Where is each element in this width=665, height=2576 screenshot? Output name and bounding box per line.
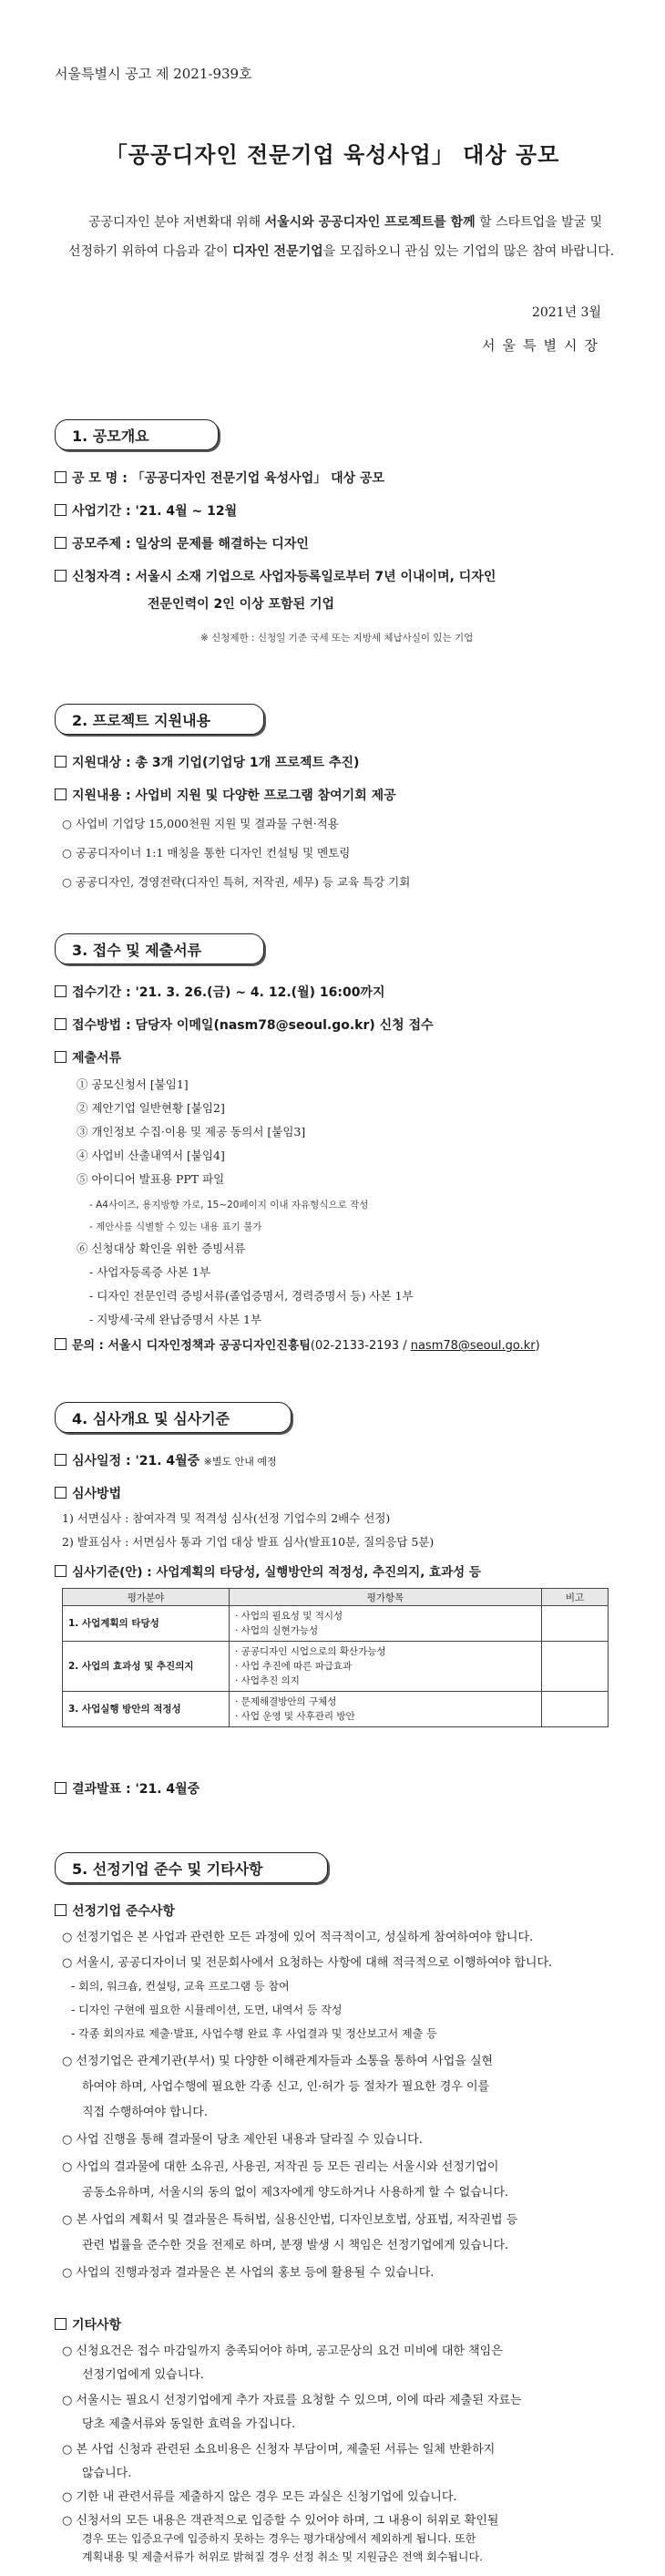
row-text: 접수기간 : '21. 3. 26.(금) ~ 4. 12.(월) 16:00까지 <box>72 985 385 1000</box>
row-text: 심사방법 <box>72 1487 122 1501</box>
table-cell-note <box>542 1692 609 1727</box>
table-cell-note <box>542 1606 609 1642</box>
support-bullet: ○ 공공디자이너 1:1 매칭을 통한 디자인 컨설팅 및 멘토링 <box>62 846 351 860</box>
misc-item-cont: 당초 제출서류와 동일한 효력을 가집니다. <box>82 2417 296 2431</box>
submission-row <box>55 983 384 1003</box>
obligation-subitem: - 각종 회의자료 제출·발표, 사업수행 완료 후 사업결과 및 정산보고서 제출 등 <box>71 2027 437 2040</box>
row-text: 지원내용 : 사업비 지원 및 다양한 프로그램 참여기회 제공 <box>72 788 396 803</box>
section-header-obligations: 5. 선정기업 준수 및 기타사항 <box>55 1852 328 1883</box>
row-text: 신청자격 : 서울시 소재 기업으로 사업자등록일로부터 7년 이내이며, 디자인 <box>72 570 496 584</box>
overview-row <box>55 534 309 554</box>
document-subitem: - A4사이즈, 용지방향 가로, 15~20페이지 이내 자유형식으로 작성 <box>89 1200 369 1211</box>
misc-item: ○ 신청요건은 접수 마감일까지 충족되어야 하며, 공고문상의 요건 미비에 대한 책임은 <box>62 2344 503 2358</box>
misc-item-cont: 않습니다. <box>82 2467 132 2480</box>
misc-item: ○ 본 사업 신청과 관련된 소요비용은 신청자 부담이며, 제출된 서류는 일체 반환하지 <box>62 2443 496 2457</box>
restriction-note: ※ 신청제한 : 신청일 기준 국세 또는 지방세 체납사실이 있는 기업 <box>200 633 474 644</box>
checkbox-icon <box>55 1904 66 1916</box>
obligation-subitem: - 회의, 워크숍, 컨설팅, 교육 프로그램 등 참여 <box>71 1980 290 1993</box>
intro-text: 많은 참여 바랍니다. <box>503 244 615 259</box>
review-method: 2) 발표심사 : 서면심사 통과 기업 대상 발표 심사(발표10분, 질의응답 5분) <box>62 1535 435 1549</box>
row-text: 접수방법 : 담당자 이메일(nasm78@seoul.go.kr) 신청 접수 <box>72 1018 434 1033</box>
table-item: · 공공디자인 시업으로의 확산가능성 <box>235 1646 386 1657</box>
table-row <box>63 1606 609 1642</box>
intro-text: 할 스타트업을 <box>475 215 558 230</box>
checkbox-icon <box>55 2318 66 2330</box>
intro-bold: 디자인 전문기업 <box>232 244 323 259</box>
table-item: · 문제해결방안의 구체성 <box>235 1696 337 1707</box>
misc-item-cont: 계획내용 및 제출서류가 허위로 밝혀질 경우 선정 취소 및 지원금은 전액 회수됩니다. <box>82 2550 483 2563</box>
support-bullet: ○ 사업비 기업당 15,000천원 지원 및 결과물 구현·적용 <box>62 817 339 830</box>
checkbox-icon <box>55 1454 66 1466</box>
support-row <box>55 753 359 773</box>
contact-row <box>55 1336 540 1356</box>
row-text: 심사기준(안) : 사업계획의 타당성, 실행방안의 적정성, 추진의지, 효과성 등 <box>72 1565 481 1580</box>
table-cell-items <box>230 1692 542 1727</box>
misc-heading <box>55 2315 121 2335</box>
table-cell-items <box>230 1606 542 1642</box>
obligation-item: ○ 본 사업의 계획서 및 결과물은 특허법, 실용신안법, 디자인보호법, 상표법, 저작권법 등 <box>62 2213 518 2227</box>
obligation-item: ○ 서울시, 공공디자이너 및 전문회사에서 요청하는 사항에 대해 적극적으로 이행하여야 합니다. <box>62 1956 553 1970</box>
section-header-overview: 1. 공모개요 <box>55 419 219 450</box>
misc-item: ○ 신청서의 모든 내용은 객관적으로 입증할 수 있어야 하며, 그 내용이 허위로 확인될 <box>62 2514 499 2528</box>
checkbox-icon <box>55 985 66 997</box>
contact-phone: (02-2133-2193 / <box>310 1339 411 1353</box>
submission-row <box>55 1015 434 1036</box>
checkbox-icon <box>55 570 66 582</box>
table-cell-note <box>542 1642 609 1692</box>
table-item: · 사업의 필요성 및 적시성 <box>235 1611 343 1622</box>
overview-row <box>55 501 237 521</box>
document-item: ② 제안기업 일반현황 [붙임2] <box>77 1101 225 1115</box>
obligation-item-cont: 하여야 하며, 사업수행에 필요한 각종 신고, 인·허가 등 절차가 필요한 경우 이를 <box>82 2080 490 2094</box>
checkbox-icon <box>55 1018 66 1030</box>
support-row <box>55 786 396 806</box>
review-row <box>55 1779 200 1799</box>
page-title: 「공공디자인 전문기업 육성사업」 대상 공모 <box>105 142 560 168</box>
obligation-item-cont: 직접 수행하여야 합니다. <box>82 2106 208 2119</box>
checkbox-icon <box>55 1338 66 1350</box>
row-text: ) <box>535 1339 540 1353</box>
obligation-item: ○ 선정기업은 관계기관(부서) 및 다양한 이해관계자들과 소통을 통하여 사업을 실현 <box>62 2055 494 2068</box>
support-bullet: ○ 공공디자인, 경영전략(디자인 특허, 저작권, 세무) 등 교육 특강 기회 <box>62 875 411 889</box>
review-row <box>55 1562 481 1582</box>
row-text: 공모주제 : 일상의 문제를 해결하는 디자인 <box>72 537 309 551</box>
table-item: · 사업의 실현가능성 <box>235 1625 319 1636</box>
row-note: ※별도 안내 예정 <box>203 1456 277 1468</box>
obligation-item-cont: 공동소유하며, 서울시의 동의 없이 제3자에게 양도하거나 사용하게 할 수 없습니다. <box>82 2186 509 2200</box>
section-header-submission: 3. 접수 및 제출서류 <box>55 933 264 964</box>
row-text: 지원대상 : 총 3개 기업(기업당 1개 프로젝트 추진) <box>72 756 360 770</box>
document-item: ④ 사업비 산출내역서 [붙임4] <box>77 1149 225 1162</box>
intro-text: 발굴 및 선정하기 위하여 다음과 같이 <box>68 215 603 259</box>
overview-row-cont <box>148 594 334 614</box>
issuer-name: 서울특별시장 <box>482 337 605 354</box>
overview-row <box>55 469 384 489</box>
obligation-item: ○ 사업 진행을 통해 결과물이 당초 제안된 내용과 달라질 수 있습니다. <box>62 2133 423 2147</box>
checkbox-icon <box>55 504 66 516</box>
checkbox-icon <box>55 1487 66 1499</box>
row-text: 기타사항 <box>72 2318 122 2333</box>
document-subitem: - 지방세·국세 완납증명서 사본 1부 <box>89 1313 262 1326</box>
row-text: 선정기업 준수사항 <box>72 1904 176 1919</box>
table-item: · 사업추진 의지 <box>235 1675 300 1686</box>
row-text: 제출서류 <box>72 1051 122 1066</box>
intro-paragraph <box>68 208 615 266</box>
review-row <box>55 1451 277 1472</box>
document-subitem: - 사업자등록증 사본 1부 <box>89 1265 210 1279</box>
row-text: 결과발표 : '21. 4월중 <box>72 1782 200 1797</box>
evaluation-table <box>62 1588 609 1727</box>
obligation-subitem: - 디자인 구현에 필요한 시뮬레이션, 도면, 내역서 등 작성 <box>71 2004 343 2016</box>
checkbox-icon <box>55 1565 66 1577</box>
intro-text: 공공디자인 분야 저변확대 위해 <box>88 215 265 230</box>
table-cell-category: 2. 사업의 효과성 및 추진의지 <box>63 1642 230 1692</box>
obligation-item: ○ 사업의 결과물에 대한 소유권, 사용권, 저작권 등 모든 권리는 서울시와 선정기업이 <box>62 2160 499 2174</box>
table-header: 비고 <box>542 1589 609 1606</box>
intro-bold: 서울시와 공공디자인 프로젝트를 함께 <box>264 215 476 230</box>
overview-row <box>55 567 496 587</box>
table-header: 평가항목 <box>230 1589 542 1606</box>
table-item: · 사업 추진에 따른 파급효과 <box>235 1661 353 1672</box>
obligation-item: ○ 사업의 진행과정과 결과물은 본 사업의 홍보 등에 활용될 수 있습니다. <box>62 2266 435 2280</box>
issue-date: 2021년 3월 <box>531 305 601 320</box>
contact-email-link[interactable]: nasm78@seoul.go.kr <box>410 1339 536 1353</box>
table-header-row <box>63 1589 609 1606</box>
document-subitem: - 디자인 전문인력 증빙서류(졸업증명서, 경력증명서 등) 사본 1부 <box>89 1289 414 1303</box>
section-header-support: 2. 프로젝트 지원내용 <box>55 704 264 735</box>
table-cell-items <box>230 1642 542 1692</box>
checkbox-icon <box>55 1782 66 1794</box>
table-cell-category: 3. 사업실행 방안의 적정성 <box>63 1692 230 1727</box>
table-cell-category: 1. 사업계획의 타당성 <box>63 1606 230 1642</box>
checkbox-icon <box>55 537 66 549</box>
obligation-item-cont: 관련 법률을 준수한 것을 전제로 하며, 분쟁 발생 시 책임은 선정기업에게 있습니다. <box>82 2239 509 2252</box>
review-method: 1) 서면심사 : 참여자격 및 적격성 심사(선정 기업수의 2배수 선정) <box>62 1511 391 1525</box>
misc-item: ○ 기한 내 관련서류를 제출하지 않은 경우 모든 과실은 신청기업에 있습니다. <box>62 2490 457 2504</box>
checkbox-icon <box>55 756 66 768</box>
document-item: ⑥ 신청대상 확인을 위한 증빙서류 <box>77 1242 246 1255</box>
row-text: 전문인력이 2인 이상 포함된 기업 <box>148 597 335 612</box>
misc-item: ○ 서울시는 필요시 선정기업에게 추가 자료를 요청할 수 있으며, 이에 따라 제출된 자료는 <box>62 2394 522 2407</box>
submission-row <box>55 1048 121 1068</box>
row-text: 심사일정 : '21. 4월중 <box>72 1454 200 1468</box>
row-text: 문의 : 서울시 디자인정책과 공공디자인진흥팀 <box>72 1339 311 1353</box>
review-row <box>55 1484 121 1504</box>
checkbox-icon <box>55 788 66 800</box>
checkbox-icon <box>55 471 66 483</box>
misc-item-cont: 경우 또는 입증요구에 입증하지 못하는 경우는 평가대상에서 제외하게 됩니다. 또한 <box>82 2532 476 2545</box>
row-text: 공 모 명 : 「공공디자인 전문기업 육성사업」 대상 공모 <box>72 471 385 486</box>
obligation-item: ○ 선정기업은 본 사업과 관련한 모든 과정에 있어 적극적이고, 성실하게 참여하여야 합니다. <box>62 1931 534 1944</box>
checkbox-icon <box>55 1051 66 1063</box>
notice-number: 서울특별시 공고 제 2021-939호 <box>55 66 252 82</box>
table-item: · 사업 운영 및 사후관리 방안 <box>235 1711 355 1722</box>
obligations-heading <box>55 1901 175 1922</box>
table-row <box>63 1692 609 1727</box>
document-subitem: - 제안사를 식별할 수 있는 내용 표기 불가 <box>89 1221 262 1232</box>
document-item: ⑤ 아이디어 발표용 PPT 파일 <box>77 1172 225 1186</box>
table-header: 평가분야 <box>63 1589 230 1606</box>
table-row <box>63 1642 609 1692</box>
intro-text: 을 모집하오니 관심 있는 기업의 <box>322 244 500 259</box>
misc-item-cont: 선정기업에게 있습니다. <box>82 2368 204 2382</box>
row-text: 사업기간 : '21. 4월 ~ 12월 <box>72 504 238 519</box>
section-header-review: 4. 심사개요 및 심사기준 <box>55 1402 292 1433</box>
document-item: ③ 개인정보 수집·이용 및 제공 동의서 [붙임3] <box>77 1125 306 1139</box>
document-item: ① 공모신청서 [붙임1] <box>77 1077 189 1091</box>
